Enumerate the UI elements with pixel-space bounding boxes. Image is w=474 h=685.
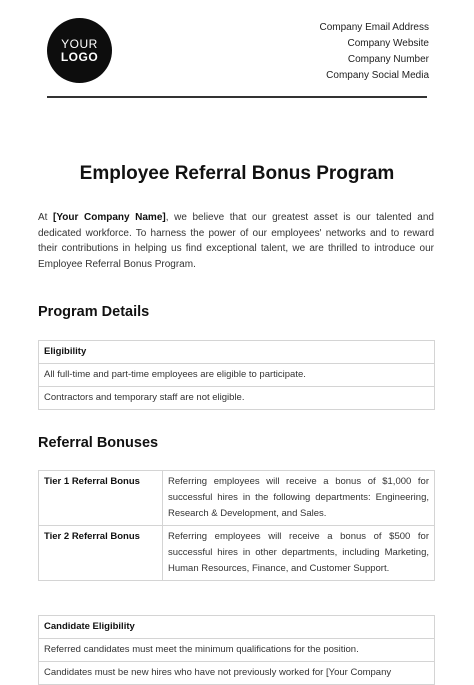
candidate-eligibility-header: Candidate Eligibility — [39, 616, 435, 639]
contact-website: Company Website — [347, 38, 429, 49]
eligibility-table — [38, 340, 435, 410]
tier-2-description: Referring employees will receive a bonus of $500 for successful hires in other departments, including Marketing, Human Resources, Finance, and Customer Support. — [163, 526, 435, 581]
intro-prefix: At — [38, 212, 54, 223]
eligibility-row: Contractors and temporary staff are not eligible. — [39, 387, 435, 410]
header-divider — [47, 96, 427, 98]
contact-email: Company Email Address — [319, 22, 429, 33]
eligibility-header: Eligibility — [39, 341, 435, 364]
contact-social: Company Social Media — [326, 70, 429, 81]
intro-body: , we believe that our greatest asset is our talented and dedicated workforce. To harness the power of our employees' networks and to reward their contributions in helping us find exceptional talent, we are thrilled to introduce our Employee Referral Bonus Program. — [38, 212, 434, 270]
company-contact-block — [320, 20, 430, 84]
table-row — [39, 526, 435, 581]
tier-2-label: Tier 2 Referral Bonus — [39, 526, 163, 581]
company-name-placeholder: [Your Company Name] — [53, 212, 166, 223]
candidate-eligibility-row: Referred candidates must meet the minimum qualifications for the position. — [39, 639, 435, 662]
document-title: Employee Referral Bonus Program — [79, 163, 395, 184]
intro-paragraph — [38, 210, 434, 272]
table-row — [39, 471, 435, 526]
referral-bonuses-heading: Referral Bonuses — [38, 435, 159, 451]
referral-bonus-table — [38, 470, 435, 581]
tier-1-label: Tier 1 Referral Bonus — [39, 471, 163, 526]
program-details-heading: Program Details — [38, 304, 150, 320]
eligibility-row: All full-time and part-time employees are eligible to participate. — [39, 364, 435, 387]
tier-1-description: Referring employees will receive a bonus of $1,000 for successful hires in the following departments: Engineering, Research & Development, and Sales. — [163, 471, 435, 526]
company-logo — [47, 18, 112, 83]
contact-number: Company Number — [347, 54, 429, 65]
logo-line-1: YOUR — [61, 36, 98, 51]
candidate-eligibility-row: Candidates must be new hires who have not previously worked for [Your Company — [39, 662, 435, 685]
candidate-eligibility-table — [38, 615, 435, 685]
logo-line-2: LOGO — [60, 49, 99, 64]
